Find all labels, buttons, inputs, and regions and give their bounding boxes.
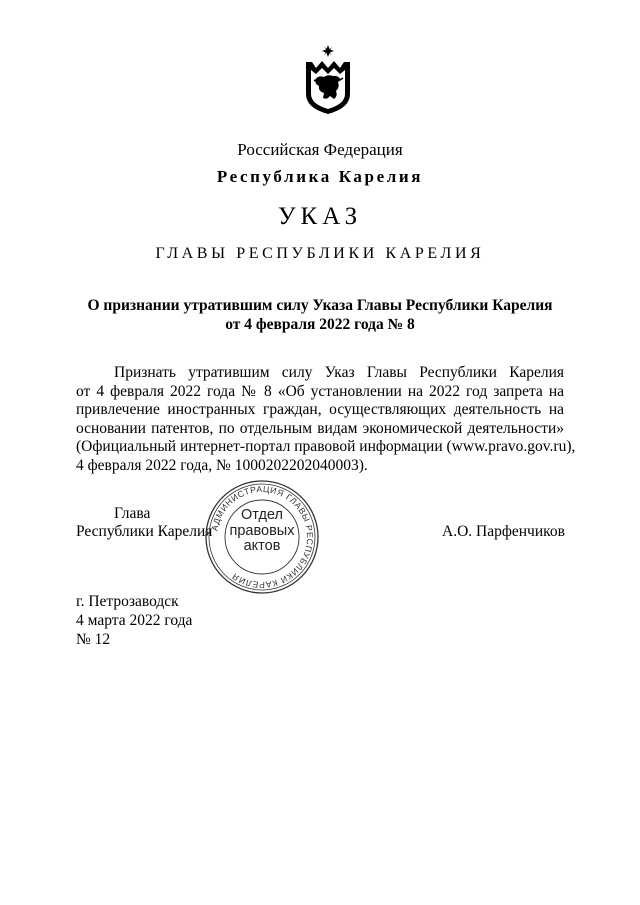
stamp-ring-text: АДМИНИСТРАЦИЯ ГЛАВЫ РЕСПУБЛИКИ КАРЕЛИЯ (209, 483, 316, 591)
republic-name: Республика Карелия (216, 167, 424, 186)
signatory-name: А.О. Парфенчиков (442, 523, 565, 540)
body-line-6: 4 февраля 2022 года, № 1000202202040003). (76, 456, 368, 474)
document-subject (70, 296, 570, 334)
signatory-title-line-1: Глава (114, 505, 151, 522)
stamp-center-text (229, 508, 295, 560)
document-type: УКАЗ (277, 203, 363, 230)
body-line-3: привлечение иностранных граждан, осуществляющих деятельность на (76, 401, 564, 419)
subject-line-1: О признании утратившим силу Указа Главы Республики Карелия (87, 297, 553, 314)
issue-place: г. Петрозаводск (76, 593, 179, 610)
issuer-title: ГЛАВЫ РЕСПУБЛИКИ КАРЕЛИЯ (155, 245, 485, 262)
body-line-2: от 4 февраля 2022 года № 8 «Об установлении на 2022 год запрета на (76, 382, 564, 400)
subject-line-2: от 4 февраля 2022 года № 8 (225, 316, 415, 333)
body-line-1: Признать утратившим силу Указ Главы Республики Карелия (114, 364, 564, 381)
body-line-4: основании патентов, по отдельным видам экономической деятельности» (76, 419, 564, 437)
country-name: Российская Федерация (237, 140, 403, 159)
stamp-center-line-3: актов (243, 538, 281, 554)
karelia-coat-of-arms-icon (300, 44, 356, 116)
document-footer (76, 592, 192, 649)
signatory-title-line-2: Республики Карелия (76, 523, 213, 540)
stamp-center-line-2: правовых (229, 522, 295, 539)
document-number: № 12 (76, 631, 111, 648)
issue-date: 4 марта 2022 года (76, 612, 193, 629)
stamp-center-line-1: Отдел (241, 507, 283, 523)
body-line-5: (Официальный интернет-портал правовой информации (www.pravo.gov.ru), (76, 438, 576, 456)
document-body (76, 364, 576, 476)
